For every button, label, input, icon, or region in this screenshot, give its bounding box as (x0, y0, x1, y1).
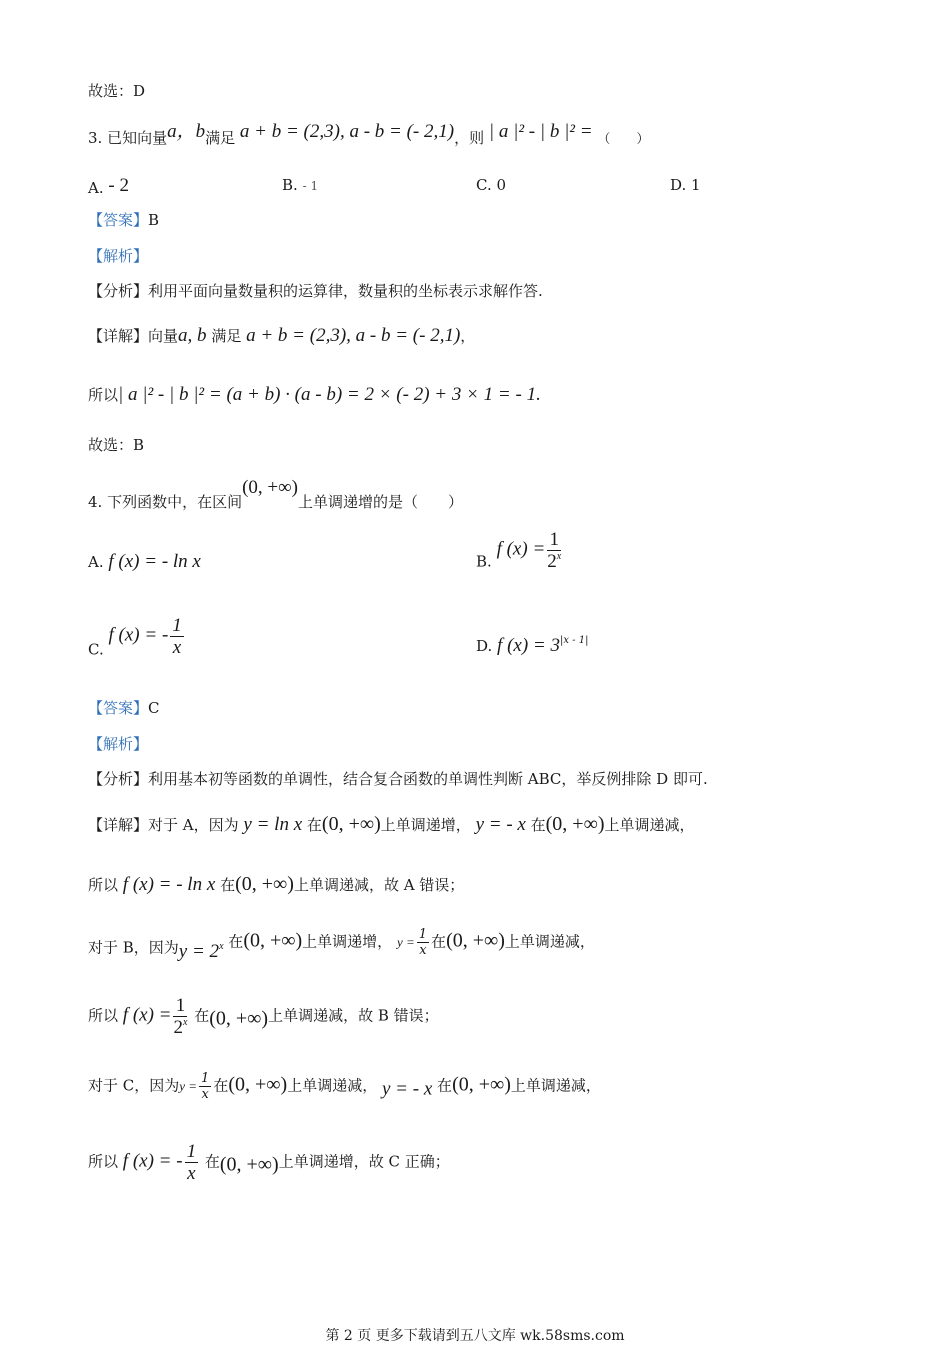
math-expr: y = - x (475, 814, 526, 835)
q4-stem (88, 478, 463, 510)
q4-option-c-label: C. (88, 640, 104, 659)
q4-option-c-lhs: f (x) = - (108, 624, 169, 646)
q4-option-d-lhs: f (x) = 3 (497, 635, 560, 656)
detail-satisfy: 满足 (211, 327, 242, 345)
fraction: $\frac{1}{x}$ (418, 927, 428, 958)
fenxi-tag: 【分析】 (88, 770, 149, 788)
detail-condition: a + b = (2,3), a - b = (- 2,1) (246, 325, 461, 346)
detail-text: 上单调递增， (380, 816, 471, 834)
fenxi-tag: 【分析】 (88, 282, 149, 300)
detail-vectors: a, b (178, 325, 207, 346)
q4-option-b-lhs: f (x) = (496, 538, 546, 560)
interval: (0, +∞) (452, 1073, 511, 1096)
math-expr: y = (396, 934, 415, 950)
detail-text: 在 (306, 816, 322, 834)
q3-answer (88, 213, 159, 228)
q3-detail (88, 326, 475, 345)
detail-text: 对于 C，因为 (88, 1076, 180, 1095)
q3-option-d: D. 1 (670, 176, 701, 194)
q4-option-d-label: D. (476, 637, 493, 655)
q4-option-d-exp: |x - 1| (559, 635, 589, 646)
detail-end: ， (460, 327, 476, 345)
q3-stem (88, 122, 649, 146)
q4-detail-6 (88, 1142, 450, 1183)
interval: (0, +∞) (321, 813, 381, 835)
detail-text: 上单调递减， (604, 816, 695, 834)
interval: (0, +∞) (209, 1007, 269, 1030)
fraction: $\frac{1}{x}$ (201, 1071, 210, 1102)
q4-detail-3 (88, 928, 595, 961)
q4-suffix: 上单调递增的是（ ） (298, 493, 464, 511)
q3-option-a (88, 176, 129, 196)
q4-detail-1 (88, 814, 695, 834)
detail-text: 上单调递减，故 B 错误； (268, 1006, 439, 1025)
detail-text: 上单调递减， (287, 1076, 378, 1095)
detail-text: 对于 A，因为 (148, 816, 239, 834)
detail-tag: 【详解】 (88, 816, 149, 834)
detail-text: 所以 (88, 876, 119, 894)
answer-tag: 【答案】 (88, 699, 149, 717)
detail-text: 在 (431, 932, 447, 951)
fraction: $\frac{1}{x}$ (186, 1141, 197, 1184)
detail-text: 上单调递增，故 C 正确； (278, 1152, 450, 1171)
detail-text: 上单调递减， (510, 1076, 601, 1095)
q4-option-c-fraction: $\frac{1}{x}$ (172, 615, 182, 658)
so-text: 所以 (88, 386, 119, 404)
detail-text: 在 (204, 1152, 220, 1171)
q4-option-b (476, 530, 563, 571)
q4-option-d (476, 636, 588, 655)
q4-prefix: 4. 下列函数中，在区间 (88, 493, 243, 511)
q3-then: ，则 (454, 129, 485, 147)
q3-fenxi (88, 284, 543, 299)
q3-prefix: 3. 已知向量 (88, 129, 168, 147)
q3-option-b (282, 178, 318, 193)
answer-value: B (148, 211, 160, 229)
detail-text: 上单调递减， (504, 932, 595, 951)
interval: (0, +∞) (219, 1153, 279, 1176)
math-expr: f (x) = - (122, 1150, 183, 1172)
detail-text: 在 (530, 816, 546, 834)
fraction: $\frac{1}{2^x}$ (173, 995, 188, 1038)
q3-option-a-label: A. (88, 179, 104, 197)
fenxi-text: 利用基本初等函数的单调性，结合复合函数的单调性判断 ABC，举反例排除 D 即可. (148, 770, 708, 788)
q3-paren: （ ） (597, 132, 650, 147)
detail-tag: 【详解】 (88, 327, 149, 345)
q3-vectors: a，b (167, 121, 206, 142)
interval: (0, +∞) (446, 929, 505, 952)
detail-text: 在 (228, 932, 244, 951)
detail-text: 上单调递减，故 A 错误； (293, 876, 465, 894)
interval: (0, +∞) (545, 813, 605, 835)
math-expr: f (x) = (122, 1004, 172, 1026)
q3-option-c: C. 0 (476, 176, 507, 194)
analysis-tag: 【解析】 (88, 735, 149, 753)
interval: (0, +∞) (228, 1073, 288, 1096)
q4-analysis-tag (88, 737, 148, 752)
q4-interval: (0, +∞) (242, 477, 299, 498)
detail-text: 向量 (148, 327, 179, 345)
q4-fenxi (88, 772, 708, 787)
q3-satisfy: 满足 (205, 129, 236, 147)
q3-condition: a + b = (2,3), a - b = (- 2,1) (239, 121, 455, 142)
q4-option-c (88, 616, 186, 658)
math-expr: y = - x (382, 1078, 433, 1100)
detail-text: 所以 (88, 1006, 119, 1025)
q4-detail-2 (88, 874, 464, 894)
q3-so (88, 385, 541, 404)
prev-choice: 故选：D (88, 82, 146, 100)
q4-option-a-label: A. (88, 553, 104, 571)
math-expr: f (x) = - ln x (122, 874, 216, 895)
q3-option-a-value: - 2 (108, 175, 129, 196)
analysis-tag: 【解析】 (88, 247, 149, 265)
interval: (0, +∞) (235, 873, 294, 895)
detail-text: 在 (437, 1076, 453, 1095)
q4-option-b-label: B. (476, 552, 492, 571)
q4-answer (88, 701, 160, 716)
q4-detail-4 (88, 996, 439, 1037)
q3-choice: 故选：B (88, 436, 145, 454)
so-expression: | a |² - | b |² = (a + b) · (a - b) = 2 × (- 2) + 3 × 1 = - 1. (118, 384, 541, 405)
detail-text: 所以 (88, 1152, 119, 1171)
detail-text: 上单调递增， (302, 932, 393, 951)
interval: (0, +∞) (243, 929, 303, 952)
detail-text: 在 (220, 876, 236, 894)
q3-option-b-value: - 1 (302, 179, 319, 193)
q4-option-a (88, 552, 201, 571)
detail-text: 在 (194, 1006, 210, 1025)
q4-option-b-fraction: $\frac{1}{2^x}$ (547, 529, 562, 572)
page-footer: 第 2 页 更多下载请到五八文库 wk.58sms.com (325, 1328, 625, 1344)
math-expr: y = ln x (243, 814, 303, 835)
fenxi-text: 利用平面向量数量积的运算律，数量积的坐标表示求解作答. (148, 282, 543, 300)
answer-tag: 【答案】 (88, 211, 149, 229)
q4-option-a-expr: f (x) = - ln x (108, 551, 201, 572)
q3-expression: | a |² - | b |² = (488, 121, 593, 142)
detail-text: 对于 B，因为 (88, 938, 179, 957)
q4-detail-5 (88, 1072, 601, 1101)
q3-analysis-tag (88, 249, 148, 264)
math-expr: y = (179, 1078, 198, 1094)
detail-text: 在 (213, 1076, 229, 1095)
answer-value: C (148, 699, 160, 717)
math-expr: $y = 2^x$ (178, 940, 224, 962)
q3-option-b-label: B. (282, 176, 298, 194)
